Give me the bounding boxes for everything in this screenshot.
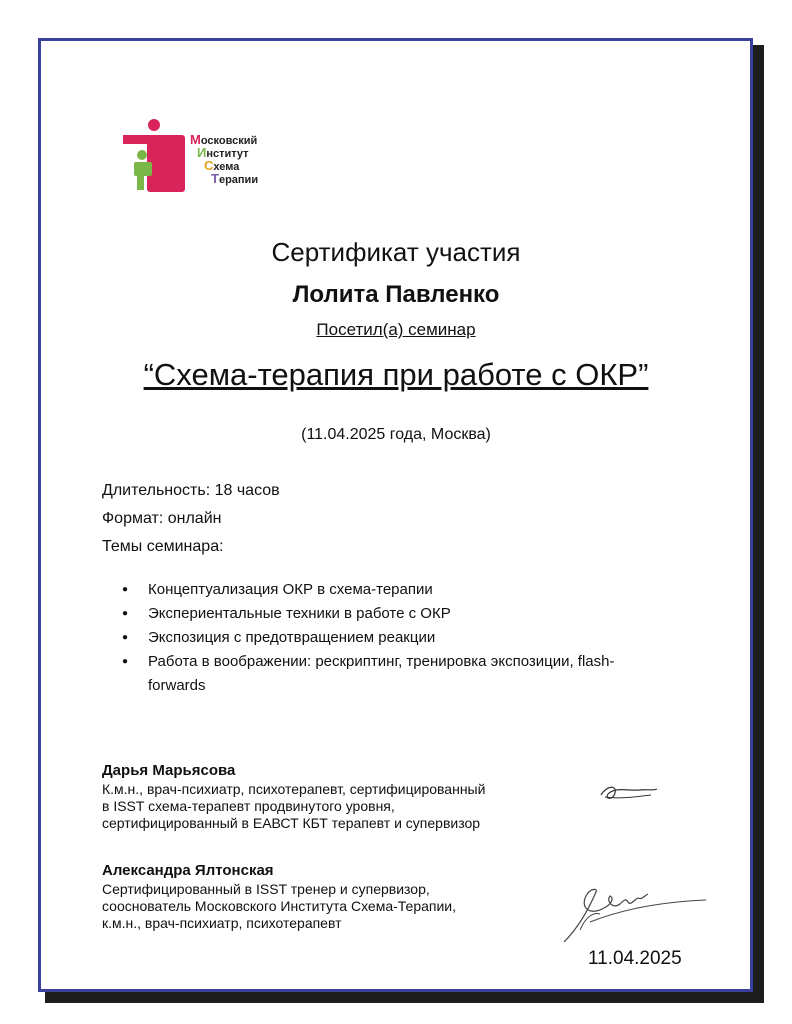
signatory-2 bbox=[102, 862, 582, 932]
signatory-name: Дарья Марьясова bbox=[102, 762, 236, 779]
logo-mark-icon bbox=[121, 118, 187, 198]
signatory-credential: Сертифицированный в ISST тренер и супервизор, bbox=[102, 881, 430, 897]
logo-line-4: Терапии bbox=[211, 171, 259, 186]
logo-line-3: Схема bbox=[204, 158, 240, 173]
institute-logo bbox=[121, 118, 301, 198]
issue-date: 11.04.2025 bbox=[588, 948, 682, 969]
signature-1-icon bbox=[595, 781, 659, 805]
list-item: ● Экспозиция с предотвращением реакции bbox=[148, 626, 648, 650]
logo-line-2: Институт bbox=[197, 145, 249, 160]
duration-text: Длительность: 18 часов bbox=[102, 482, 280, 499]
signatory-credential: сертифицированный в ЕАВСТ КБТ терапевт и супервизор bbox=[102, 815, 481, 831]
logo-line-1: Московский bbox=[190, 132, 258, 147]
signatory-credential: в ISST схема-терапевт продвинутого уровня, bbox=[102, 798, 395, 814]
signatory-credential: сооснователь Московского Института Схема-Терапии, bbox=[102, 898, 457, 914]
seminar-title: “Схема-терапия при работе с ОКР” bbox=[143, 357, 649, 392]
list-item: ● Экспериентальные техники в работе с ОКР bbox=[148, 602, 648, 626]
signatory-credential: к.м.н., врач-психиатр, психотерапевт bbox=[102, 915, 342, 931]
format-text: Формат: онлайн bbox=[102, 510, 222, 527]
topics-list bbox=[148, 578, 648, 698]
list-item: ● Концептуализация ОКР в схема-терапии bbox=[148, 578, 648, 602]
list-item: ● Работа в воображении: рескриптинг, тренировка экспозиции, flash-forwards bbox=[148, 650, 648, 698]
certificate-title: Сертификат участия bbox=[271, 237, 521, 267]
attended-label: Посетил(а) семинар bbox=[316, 320, 476, 339]
signature-2-icon bbox=[560, 886, 710, 946]
topics-label: Темы семинара: bbox=[102, 538, 224, 555]
signatory-1 bbox=[102, 762, 582, 832]
logo-wordmark bbox=[190, 134, 258, 186]
signatory-name: Александра Ялтонская bbox=[102, 862, 274, 879]
participant-name: Лолита Павленко bbox=[292, 281, 500, 308]
seminar-date-location: (11.04.2025 года, Москва) bbox=[301, 426, 491, 443]
signatory-credential: К.м.н., врач-психиатр, психотерапевт, сертифицированный bbox=[102, 781, 486, 797]
